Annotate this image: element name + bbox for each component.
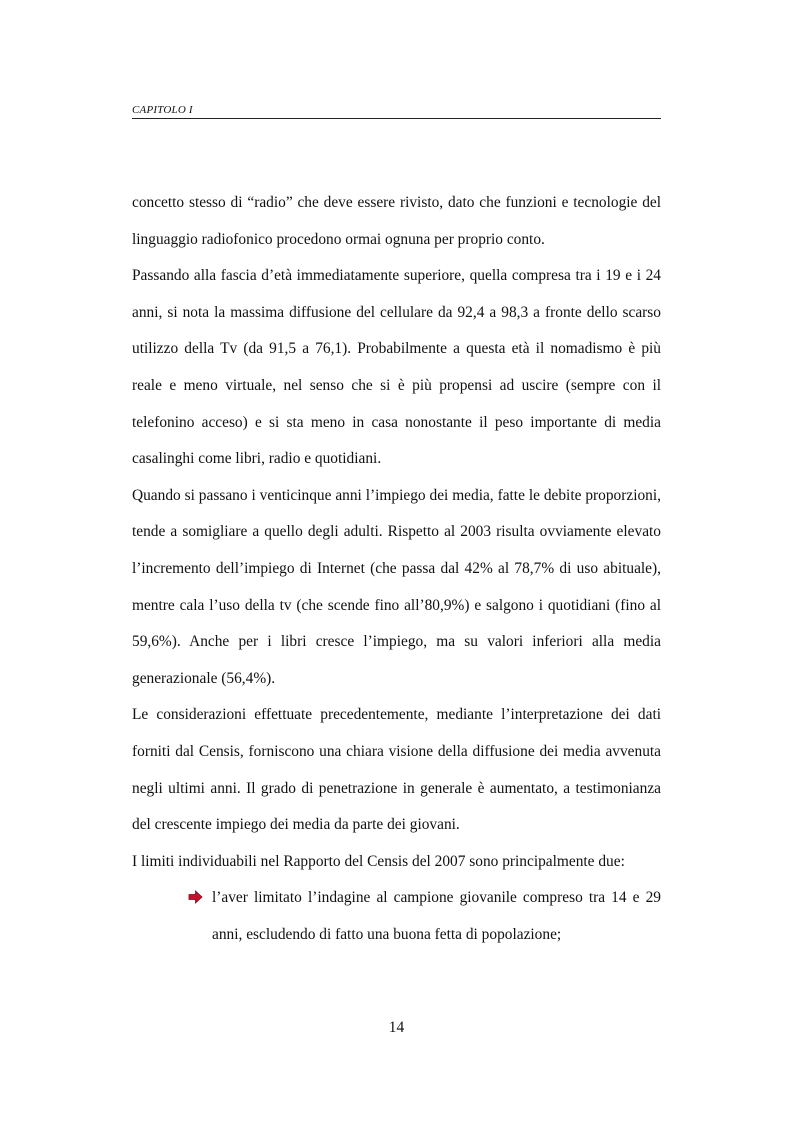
arrow-right-icon: [188, 890, 203, 904]
paragraph: concetto stesso di “radio” che deve essere rivisto, dato che funzioni e tecnologie del linguaggio radiofonico procedono ormai ognuna per proprio conto.: [132, 194, 661, 248]
page-header: [132, 104, 661, 119]
bullet-list: [212, 880, 661, 953]
paragraph: I limiti individuabili nel Rapporto del Censis del 2007 sono principalmente due:: [132, 852, 625, 870]
chapter-label: CAPITOLO I: [132, 104, 193, 116]
paragraph: Le considerazioni effettuate precedentemente, mediante l’interpretazione dei dati forniti dal Censis, forniscono una chiara visione della diffusione dei media avvenuta negli ultimi anni. Il grado di penetrazione in generale è aumentato, a testimonianza del crescente impiego dei media da parte dei giovani.: [132, 706, 661, 834]
page-number: 14: [388, 1019, 405, 1036]
paragraph: Quando si passano i venticinque anni l’impiego dei media, fatte le debite proporzioni, tende a somigliare a quello degli adulti. Rispetto al 2003 risulta ovviamente elevato l’incremento dell’impiego di Internet (che passa dal 42% al 78,7% di uso abituale), mentre cala l’uso della tv (che scende fino all’80,9%) e salgono i quotidiani (fino al 59,6%). Anche per i libri cresce l’impiego, ma su valori inferiori alla media generazionale (56,4%).: [132, 486, 661, 687]
list-item: [212, 880, 661, 953]
paragraph: Passando alla fascia d’età immediatamente superiore, quella compresa tra i 19 e i 24 anni, si nota la massima diffusione del cellulare da 92,4 a 98,3 a fronte dello scarso utilizzo della Tv (da 91,5 a 76,1). Probabilmente a questa età il nomadismo è più reale e meno virtuale, nel senso che si è più propensi ad uscire (sempre con il telefonino acceso) e si sta meno in casa nonostante il peso importante di media casalinghi come libri, radio e quotidiani.: [132, 267, 661, 468]
list-item-text: l’aver limitato l’indagine al campione giovanile compreso tra 14 e 29 anni, escludendo di fatto una buona fetta di popolazione;: [212, 889, 661, 943]
body-text: [132, 185, 661, 880]
